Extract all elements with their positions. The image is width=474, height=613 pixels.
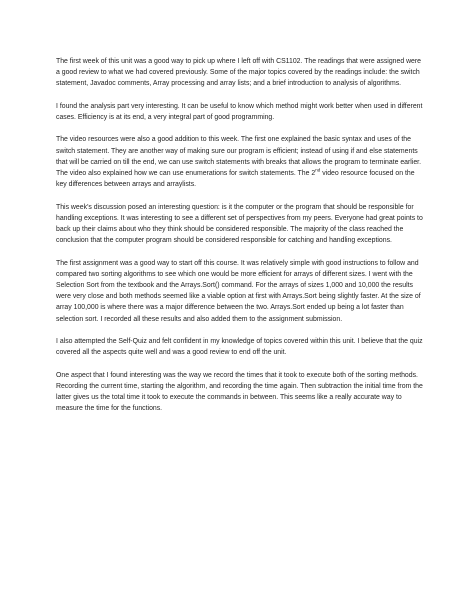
paragraph-video-text-start: The video resources were also a good addition to this week. The first one explained the basic syntax and uses of the switch statement. They are another way of making sure our program is efficient; instead of using if and else statements that will be carried on till the end, we can use switch statements with breaks that allows the program to terminate earlier. The video also explained how we can use enumerations for switch statements. The 2 [56,136,421,177]
paragraph-self-quiz: I also attempted the Self-Quiz and felt confident in my knowledge of topics covered within this unit. I believe that the quiz covered all the aspects quite well and was a good review to end off the unit. [56,338,423,357]
paragraph-analysis: I found the analysis part very interesting. It can be useful to know which method might work better when used in different cases. Efficiency is at its end, a very integral part of good programming. [56,102,423,121]
ordinal-superscript: nd [315,167,321,173]
paragraph-video-text-end: video resource focused on the key differences between arrays and arraylists. [56,170,415,189]
paragraph-assignment: The first assignment was a good way to start off this course. It was relatively simple with good instructions to follow and compared two sorting algorithms to see which one would be more efficient for arrays of different sizes. I went with the Selection Sort from the textbook and the Arrays.Sort() command. For the arrays of sizes 1,000 and 10,000 the results were very close and both methods seemed like a viable option at first with Arrays.Sort being slightly faster. At the size of array 100,000 is where there was a major difference between the two. Arrays.Sort ended up being a lot faster than selection sort. I recorded all these results and also added them to the assignment submission. [56,259,421,323]
paragraph-discussion: This week’s discussion posed an interesting question: is it the computer or the program that should be responsible for handling exceptions. It was interesting to see a different set of perspectives from my peers. Everyone had great points to back up their claims about who they think should be considered responsible. The majority of the class reached the conclusion that the computer program should be considered responsible for catching and handling exceptions. [56,203,423,245]
paragraph-timing: One aspect that I found interesting was the way we record the times that it took to execute both of the sorting methods. Recording the current time, starting the algorithm, and recording the time again. Then subtraction the initial time from the latter gives us the total time it took to execute the commands in between. This seems like a really accurate way to measure the time for the functions. [56,371,423,413]
paragraph-intro: The first week of this unit was a good way to pick up where I left off with CS1102. The readings that were assigned were a good review to what we had covered previously. Some of the major topics covered by the readings include: the switch statement, Javadoc comments, Array processing and array lists; and a brief introduction to analysis of algorithms. [56,58,422,88]
document-body [56,56,426,426]
paragraph-video-resources [56,134,426,190]
